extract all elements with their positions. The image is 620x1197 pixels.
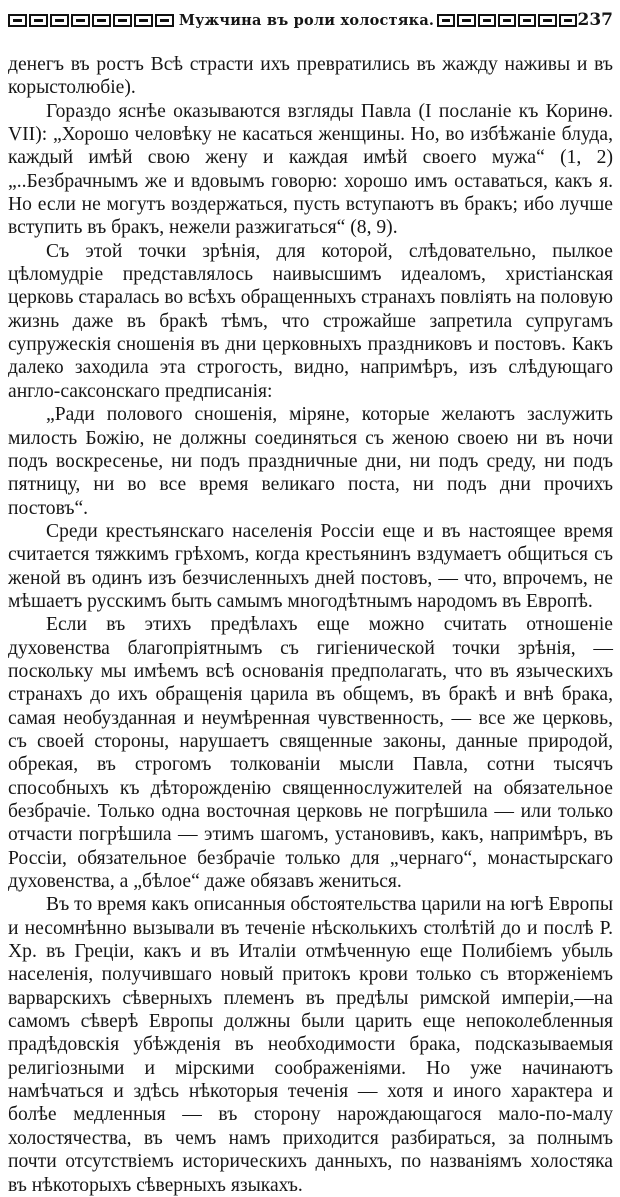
- page-header: [8, 8, 613, 32]
- header-ornament-right: [437, 14, 577, 27]
- running-title: Мужчина въ роли холостяка.: [178, 11, 435, 29]
- header-ornament-left: [8, 14, 176, 27]
- paragraph: Если въ этихъ предѣлахъ еще можно считать отношеніе духовенства благопріятнымъ съ гигіенической точки зрѣнія, — поскольку мы имѣемъ всѣ основанія предполагать, что въ языческихъ странахъ до ихъ обращенія царила въ общемъ, въ бракѣ и внѣ брака, самая необузданная и неумѣренная чувственность, — все же церковь, съ своей стороны, нарушаетъ священные законы, данные природой, обрекая, въ строгомъ толкованіи мысли Павла, сотни тысячъ способныхъ къ дѣторожденію священнослужителей на обязательное безбрачіе. Только одна восточная церковь не погрѣшила — или только отчасти погрѣшила — этимъ шагомъ, установивъ, какъ, напримѣръ, въ Россіи, обязательное безбрачіе только для „чернаго“, монастырскаго духовенства, а „бѣлое“ даже обязавъ жениться.: [8, 614, 613, 893]
- paragraph: Среди крестьянскаго населенія Россіи еще и въ настоящее время считается тяжкимъ грѣхомъ, когда крестьянинъ вздумаетъ общиться съ женой въ одинъ изъ безчисленныхъ дней постовъ, — что, впрочемъ, не мѣшаетъ русскимъ быть самымъ многодѣтнымъ народомъ въ Европѣ.: [8, 520, 613, 612]
- quotation-paragraph: „Ради полового сношенія, міряне, которые желаютъ заслужить милость Божію, не должны соединяться съ женою своею ни въ ночи подъ воскресенье, ни подъ праздничные дни, ни подъ среду, ни подъ пятницу, ни во все время великаго поста, ни подъ дни прочихъ постовъ“.: [8, 404, 613, 519]
- page-number: 237: [577, 10, 613, 30]
- body-text: [8, 53, 613, 1197]
- paragraph: Въ то время какъ описанныя обстоятельства царили на югѣ Европы и несомнѣнно вызывали въ теченіе нѣсколькихъ столѣтій до и послѣ Р. Хр. въ Греціи, какъ и въ Италіи отмѣченную еще Полибіемъ убыль населенія, получившаго новый притокъ крови только съ вторженіемъ варварскихъ сѣверныхъ племенъ въ предѣлы римской имперіи,—на самомъ сѣверѣ Европы должны были царить еще непоколебленныя прадѣдовскія убѣжденія въ необходимости брака, подсказываемыя религіозными и мірскими соображеніями. Но уже начинаютъ намѣчаться и здѣсь нѣкоторыя теченія — хотя и иного характера и болѣе медленныя — въ сторону нарождающагося мало-по-малу холостячества, въ чемъ намъ приходится разбираться, за полнымъ почти отсутствіемъ историческихъ данныхъ, по названіямъ холостяка въ нѣкоторыхъ сѣверныхъ языкахъ.: [8, 894, 613, 1196]
- paragraph: денегъ въ ростъ Всѣ страсти ихъ превратились въ жажду наживы и въ корыстолюбіе).: [8, 54, 613, 99]
- paragraph: Съ этой точки зрѣнія, для которой, слѣдовательно, пылкое цѣломудріе представлялось наивысшимъ идеаломъ, христіанская церковь старалась во всѣхъ обращенныхъ странахъ повліять на половую жизнь даже въ бракѣ тѣмъ, что строжайше запретила супругамъ супружескія сношенія въ дни церковныхъ праздниковъ и постовъ. Какъ далеко заходила эта строгость, видно, напримѣръ, изъ слѣдующаго англо-саксонскаго предписанія:: [8, 240, 613, 402]
- paragraph: Гораздо яснѣе оказываются взгляды Павла (I посланіе къ Коринѳ. VII): „Хорошо человѣку не касаться женщины. Но, во избѣжаніе блуда, каждый имѣй свою жену и каждая имѣй своего мужа“ (1, 2) „..Безбрачнымъ же и вдовымъ говорю: хорошо имъ оставаться, какъ я. Но если не могутъ воздержаться, пусть вступаютъ въ бракъ; ибо лучше вступить въ бракъ, нежели разжигаться“ (8, 9).: [8, 100, 613, 239]
